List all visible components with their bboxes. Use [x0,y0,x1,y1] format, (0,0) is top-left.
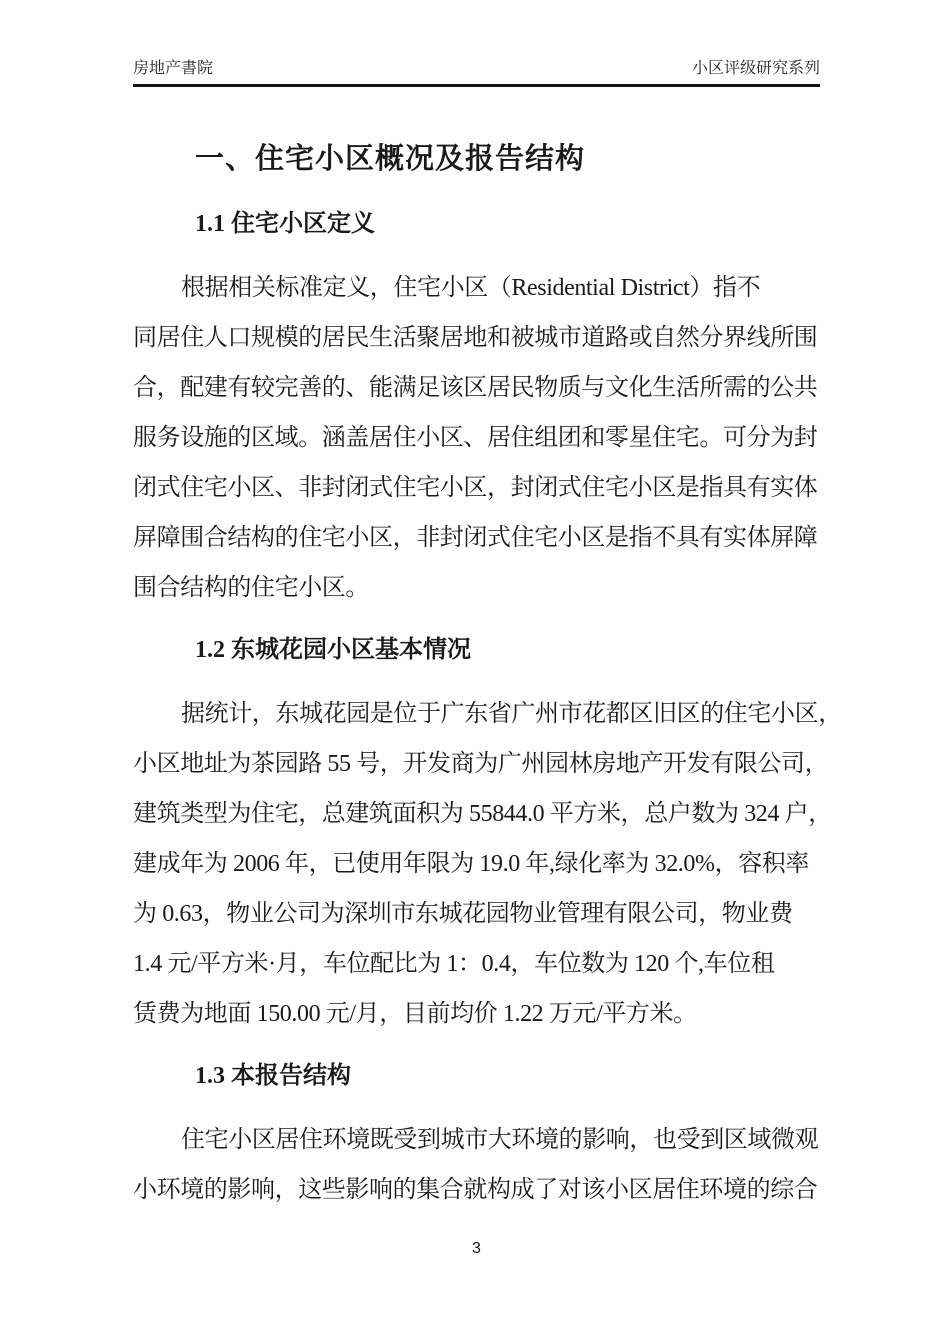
text-line: 住宅小区居住环境既受到城市大环境的影响，也受到区域微观 [181,1127,819,1153]
text-line: 建筑类型为住宅，总建筑面积为 55844.0 平方米，总户数为 324 户， [133,801,832,827]
document-title: 一、住宅小区概况及报告结构 [195,143,586,175]
text-line: 屏障围合结构的住宅小区，非封闭式住宅小区是指不具有实体屏障 [133,525,818,551]
text-line: 服务设施的区域。涵盖居住小区、居住组团和零星住宅。可分为封 [133,425,818,451]
paragraph-report-structure [133,1115,820,1215]
text-line: 为 0.63，物业公司为深圳市东城花园物业管理有限公司，物业费 [133,901,793,927]
section-heading-1-2: 1.2 东城花园小区基本情况 [195,637,471,663]
text-line: 小区地址为茶园路 55 号，开发商为广州园林房地产开发有限公司， [133,751,829,777]
text-line: 建成年为 2006 年，已使用年限为 19.0 年,绿化率为 32.0%，容积率 [133,851,809,877]
text-line: 根据相关标准定义，住宅小区（Residential District）指不 [181,275,761,301]
page-number: 3 [472,1240,481,1257]
text-line: 围合结构的住宅小区。 [133,575,369,601]
header-right-text: 小区评级研究系列 [691,60,820,77]
text-line: 1.4 元/平方米·月，车位配比为 1：0.4，车位数为 120 个,车位租 [133,951,775,977]
section-heading-1-3: 1.3 本报告结构 [195,1063,351,1089]
section-heading-1-1: 1.1 住宅小区定义 [195,211,375,237]
page-footer [133,1237,820,1261]
text-line: 小环境的影响，这些影响的集合就构成了对该小区居住环境的综合 [133,1177,818,1203]
text-line: 闭式住宅小区、非封闭式住宅小区，封闭式住宅小区是指具有实体 [133,475,818,501]
paragraph-basic-info [133,689,842,1039]
text-line: 同居住人口规模的居民生活聚居地和被城市道路或自然分界线所围 [133,325,818,351]
page-header [133,58,820,87]
paragraph-definition [133,263,820,613]
text-line: 合，配建有较完善的、能满足该区居民物质与文化生活所需的公共 [133,375,818,401]
text-line: 据统计，东城花园是位于广东省广州市花都区旧区的住宅小区， [181,701,842,727]
header-left-text: 房地产書院 [133,60,214,77]
text-line: 赁费为地面 150.00 元/月，目前均价 1.22 万元/平方米。 [133,1001,697,1027]
